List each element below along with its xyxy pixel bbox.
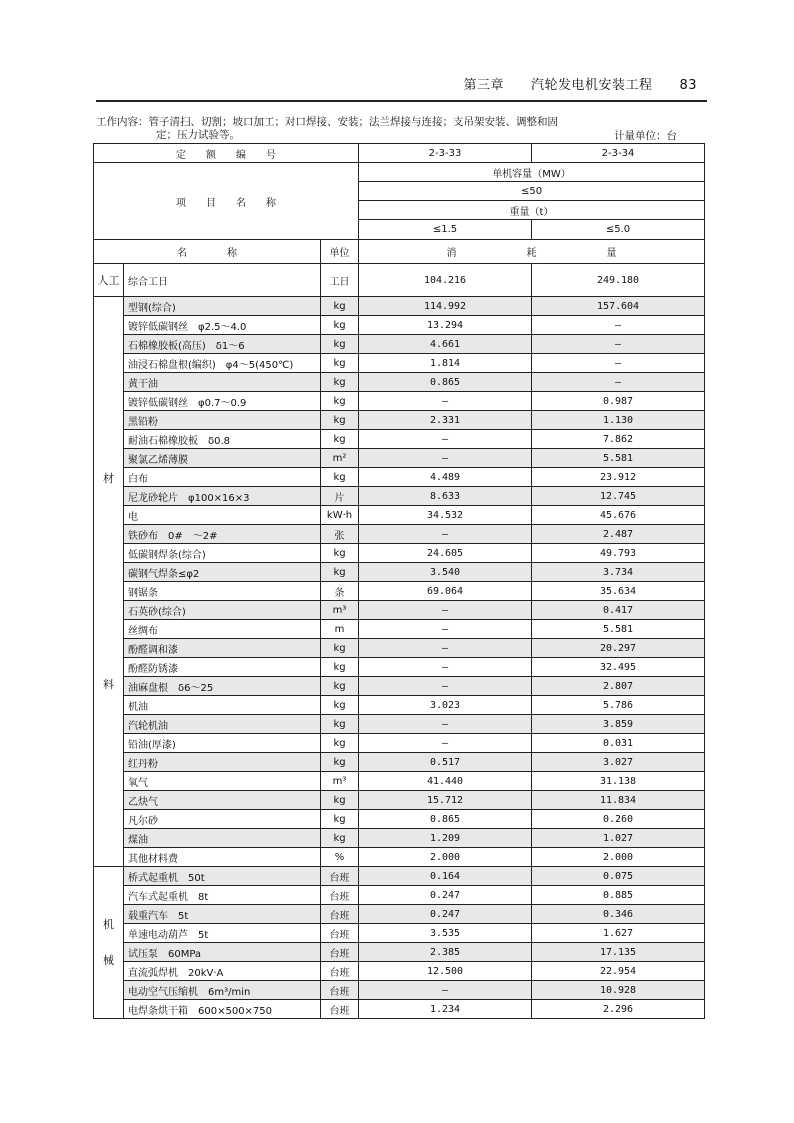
material-unit: kg <box>321 677 359 696</box>
quota-no-label: 定 额 编 号 <box>94 144 359 163</box>
material-value-2: — <box>532 373 705 392</box>
material-unit: kg <box>321 392 359 411</box>
material-value-2: 12.745 <box>532 487 705 506</box>
quota-no-1: 2-3-33 <box>359 144 532 163</box>
machine-row <box>94 981 705 1000</box>
labor-value-2: 249.180 <box>532 264 705 297</box>
machine-category-char: 械 <box>103 953 114 967</box>
material-value-2: 5.581 <box>532 449 705 468</box>
material-value-2: 5.786 <box>532 696 705 715</box>
unit-note: 计量单位：台 <box>614 130 677 142</box>
material-name: 低碳钢焊条(综合) <box>124 544 321 563</box>
material-value-1: 3.023 <box>359 696 532 715</box>
material-row <box>94 525 705 544</box>
machine-name: 试压泵 60MPa <box>124 943 321 962</box>
capacity-value: ≤50 <box>359 182 705 201</box>
consumption-header: 消 耗 量 <box>359 240 705 264</box>
material-value-1: 4.489 <box>359 468 532 487</box>
material-unit: kg <box>321 734 359 753</box>
material-value-2: 1.027 <box>532 829 705 848</box>
material-value-1: — <box>359 392 532 411</box>
machine-value-2: 2.296 <box>532 1000 705 1019</box>
material-value-1: — <box>359 658 532 677</box>
weight-label: 重量（t） <box>359 201 705 220</box>
material-value-2: 31.138 <box>532 772 705 791</box>
work-content-line1: 工作内容：管子清扫、切割；坡口加工；对口焊接、安装；法兰焊接与连接；支吊架安装、调整和固 <box>96 116 558 128</box>
material-row <box>94 791 705 810</box>
material-value-2: 3.859 <box>532 715 705 734</box>
machine-row <box>94 905 705 924</box>
material-unit: kg <box>321 563 359 582</box>
material-row <box>94 753 705 772</box>
quota-no-2: 2-3-34 <box>532 144 705 163</box>
material-name: 镀锌低碳钢丝 φ2.5～4.0 <box>124 316 321 335</box>
machine-unit: 台班 <box>321 924 359 943</box>
machine-value-1: 0.247 <box>359 905 532 924</box>
machine-name: 单速电动葫芦 5t <box>124 924 321 943</box>
machine-unit: 台班 <box>321 981 359 1000</box>
material-unit: m² <box>321 449 359 468</box>
material-value-1: — <box>359 430 532 449</box>
material-unit: kg <box>321 411 359 430</box>
material-value-1: 15.712 <box>359 791 532 810</box>
material-row <box>94 449 705 468</box>
material-name: 碳钢气焊条≤φ2 <box>124 563 321 582</box>
material-value-1: 0.865 <box>359 373 532 392</box>
machine-name: 汽车式起重机 8t <box>124 886 321 905</box>
material-name: 铁砂布 0# ～2# <box>124 525 321 544</box>
weight-1: ≤1.5 <box>359 220 532 240</box>
material-row <box>94 677 705 696</box>
material-value-1: 0.517 <box>359 753 532 772</box>
machine-value-1: 0.164 <box>359 867 532 886</box>
material-unit: kg <box>321 354 359 373</box>
material-row <box>94 658 705 677</box>
material-unit: m <box>321 620 359 639</box>
material-value-1: 1.209 <box>359 829 532 848</box>
material-value-2: 5.581 <box>532 620 705 639</box>
material-row <box>94 297 705 316</box>
machine-value-2: 1.627 <box>532 924 705 943</box>
machine-row <box>94 886 705 905</box>
material-name: 机油 <box>124 696 321 715</box>
material-value-1: 41.440 <box>359 772 532 791</box>
machine-row <box>94 943 705 962</box>
material-unit: kg <box>321 430 359 449</box>
labor-name: 综合工日 <box>124 264 321 297</box>
material-value-2: — <box>532 335 705 354</box>
material-value-2: 2.000 <box>532 848 705 867</box>
machine-unit: 台班 <box>321 867 359 886</box>
material-unit: kg <box>321 297 359 316</box>
material-unit: m³ <box>321 772 359 791</box>
material-name: 耐油石棉橡胶板 δ0.8 <box>124 430 321 449</box>
material-value-1: 69.064 <box>359 582 532 601</box>
material-value-1: 8.633 <box>359 487 532 506</box>
material-name: 煤油 <box>124 829 321 848</box>
material-value-1: — <box>359 639 532 658</box>
material-value-1: — <box>359 525 532 544</box>
material-value-2: 23.912 <box>532 468 705 487</box>
material-name: 聚氯乙烯薄膜 <box>124 449 321 468</box>
machine-value-1: 0.247 <box>359 886 532 905</box>
machine-value-2: 0.346 <box>532 905 705 924</box>
material-row <box>94 715 705 734</box>
material-row <box>94 411 705 430</box>
material-name: 黑铅粉 <box>124 411 321 430</box>
machine-unit: 台班 <box>321 943 359 962</box>
machine-name: 桥式起重机 50t <box>124 867 321 886</box>
material-name: 丝绸布 <box>124 620 321 639</box>
material-row <box>94 335 705 354</box>
machine-row <box>94 1000 705 1019</box>
material-value-1: 13.294 <box>359 316 532 335</box>
material-unit: kg <box>321 810 359 829</box>
material-name: 凡尔砂 <box>124 810 321 829</box>
material-name: 黄干油 <box>124 373 321 392</box>
machine-unit: 台班 <box>321 886 359 905</box>
material-value-2: 2.487 <box>532 525 705 544</box>
material-row <box>94 734 705 753</box>
material-unit: 条 <box>321 582 359 601</box>
machine-category <box>94 867 124 1019</box>
material-unit: kg <box>321 316 359 335</box>
material-unit: % <box>321 848 359 867</box>
material-value-2: 7.862 <box>532 430 705 449</box>
material-value-1: 2.000 <box>359 848 532 867</box>
material-name: 红丹粉 <box>124 753 321 772</box>
material-value-1: 3.540 <box>359 563 532 582</box>
material-unit: kg <box>321 753 359 772</box>
material-category <box>94 297 124 867</box>
material-value-2: 0.417 <box>532 601 705 620</box>
material-unit: kg <box>321 696 359 715</box>
quota-table <box>93 143 705 1019</box>
material-row <box>94 430 705 449</box>
material-unit: m³ <box>321 601 359 620</box>
material-unit: kg <box>321 715 359 734</box>
material-value-1: — <box>359 677 532 696</box>
material-value-1: — <box>359 601 532 620</box>
material-value-1: — <box>359 734 532 753</box>
material-row <box>94 829 705 848</box>
machine-name: 直流弧焊机 20kV·A <box>124 962 321 981</box>
machine-value-2: 0.885 <box>532 886 705 905</box>
chapter-title: 第三章 汽轮发电机安装工程 83 <box>463 78 697 93</box>
material-unit: kg <box>321 658 359 677</box>
labor-value-1: 104.216 <box>359 264 532 297</box>
material-row <box>94 639 705 658</box>
material-value-1: 4.661 <box>359 335 532 354</box>
material-name: 油浸石棉盘根(编织) φ4～5(450℃) <box>124 354 321 373</box>
material-value-2: 0.260 <box>532 810 705 829</box>
material-unit: kg <box>321 791 359 810</box>
work-content-line2: 定；压力试验等。 <box>156 129 240 141</box>
machine-value-2: 17.135 <box>532 943 705 962</box>
material-value-2: 20.297 <box>532 639 705 658</box>
material-name: 酚醛调和漆 <box>124 639 321 658</box>
material-value-2: 3.734 <box>532 563 705 582</box>
material-unit: kg <box>321 829 359 848</box>
material-name: 石棉橡胶板(高压) δ1～6 <box>124 335 321 354</box>
machine-name: 电焊条烘干箱 600×500×750 <box>124 1000 321 1019</box>
material-unit: kW·h <box>321 506 359 525</box>
material-value-2: — <box>532 316 705 335</box>
machine-unit: 台班 <box>321 905 359 924</box>
material-value-1: — <box>359 715 532 734</box>
material-row <box>94 506 705 525</box>
machine-value-2: 10.928 <box>532 981 705 1000</box>
item-name-label: 项 目 名 称 <box>94 163 359 240</box>
machine-value-2: 0.075 <box>532 867 705 886</box>
material-name: 乙炔气 <box>124 791 321 810</box>
material-row <box>94 373 705 392</box>
material-name: 铅油(厚漆) <box>124 734 321 753</box>
material-unit: kg <box>321 544 359 563</box>
material-row <box>94 544 705 563</box>
material-value-1: — <box>359 620 532 639</box>
machine-name: 电动空气压缩机 6m³/min <box>124 981 321 1000</box>
material-value-2: 2.807 <box>532 677 705 696</box>
material-value-2: 32.495 <box>532 658 705 677</box>
material-value-2: 0.031 <box>532 734 705 753</box>
material-value-1: 1.814 <box>359 354 532 373</box>
material-row <box>94 582 705 601</box>
material-value-2: 1.130 <box>532 411 705 430</box>
capacity-label: 单机容量（MW） <box>359 163 705 182</box>
material-value-1: 2.331 <box>359 411 532 430</box>
machine-name: 载重汽车 5t <box>124 905 321 924</box>
material-value-1: 34.532 <box>359 506 532 525</box>
material-value-2: 35.634 <box>532 582 705 601</box>
material-row <box>94 468 705 487</box>
material-value-2: — <box>532 354 705 373</box>
material-row <box>94 848 705 867</box>
labor-unit: 工日 <box>321 264 359 297</box>
material-name: 石英砂(综合) <box>124 601 321 620</box>
material-value-1: 0.865 <box>359 810 532 829</box>
page-header <box>96 72 707 102</box>
material-row <box>94 392 705 411</box>
material-name: 汽轮机油 <box>124 715 321 734</box>
unit-column-header: 单位 <box>321 240 359 264</box>
machine-row <box>94 867 705 886</box>
material-value-2: 11.834 <box>532 791 705 810</box>
material-name: 油麻盘根 δ6～25 <box>124 677 321 696</box>
material-name: 尼龙砂轮片 φ100×16×3 <box>124 487 321 506</box>
machine-value-1: 2.385 <box>359 943 532 962</box>
material-name: 电 <box>124 506 321 525</box>
machine-value-1: 1.234 <box>359 1000 532 1019</box>
machine-category-char: 机 <box>103 917 114 931</box>
material-name: 镀锌低碳钢丝 φ0.7～0.9 <box>124 392 321 411</box>
material-value-2: 3.027 <box>532 753 705 772</box>
material-row <box>94 810 705 829</box>
material-row <box>94 601 705 620</box>
material-unit: 片 <box>321 487 359 506</box>
material-value-1: 24.605 <box>359 544 532 563</box>
material-row <box>94 563 705 582</box>
machine-unit: 台班 <box>321 1000 359 1019</box>
material-unit: kg <box>321 468 359 487</box>
material-row <box>94 620 705 639</box>
material-value-2: 45.676 <box>532 506 705 525</box>
material-unit: kg <box>321 373 359 392</box>
material-name: 氧气 <box>124 772 321 791</box>
material-row <box>94 696 705 715</box>
weight-2: ≤5.0 <box>532 220 705 240</box>
material-unit: kg <box>321 335 359 354</box>
material-name: 白布 <box>124 468 321 487</box>
header-rule <box>96 100 707 102</box>
material-name: 型钢(综合) <box>124 297 321 316</box>
work-content <box>96 116 616 142</box>
material-name: 其他材料费 <box>124 848 321 867</box>
machine-value-2: 22.954 <box>532 962 705 981</box>
machine-row <box>94 962 705 981</box>
material-value-1: — <box>359 449 532 468</box>
material-row <box>94 487 705 506</box>
material-category-char: 料 <box>103 677 114 691</box>
machine-row <box>94 924 705 943</box>
material-name: 酚醛防锈漆 <box>124 658 321 677</box>
machine-value-1: 12.500 <box>359 962 532 981</box>
material-unit: 张 <box>321 525 359 544</box>
material-row <box>94 316 705 335</box>
material-row <box>94 354 705 373</box>
material-value-2: 157.604 <box>532 297 705 316</box>
material-value-2: 0.987 <box>532 392 705 411</box>
name-column-header: 名 称 <box>94 240 321 264</box>
material-unit: kg <box>321 639 359 658</box>
labor-category: 人工 <box>94 264 124 297</box>
material-name: 钢锯条 <box>124 582 321 601</box>
machine-unit: 台班 <box>321 962 359 981</box>
material-value-1: 114.992 <box>359 297 532 316</box>
material-value-2: 49.793 <box>532 544 705 563</box>
machine-value-1: — <box>359 981 532 1000</box>
material-category-char: 材 <box>103 471 114 485</box>
material-row <box>94 772 705 791</box>
machine-value-1: 3.535 <box>359 924 532 943</box>
